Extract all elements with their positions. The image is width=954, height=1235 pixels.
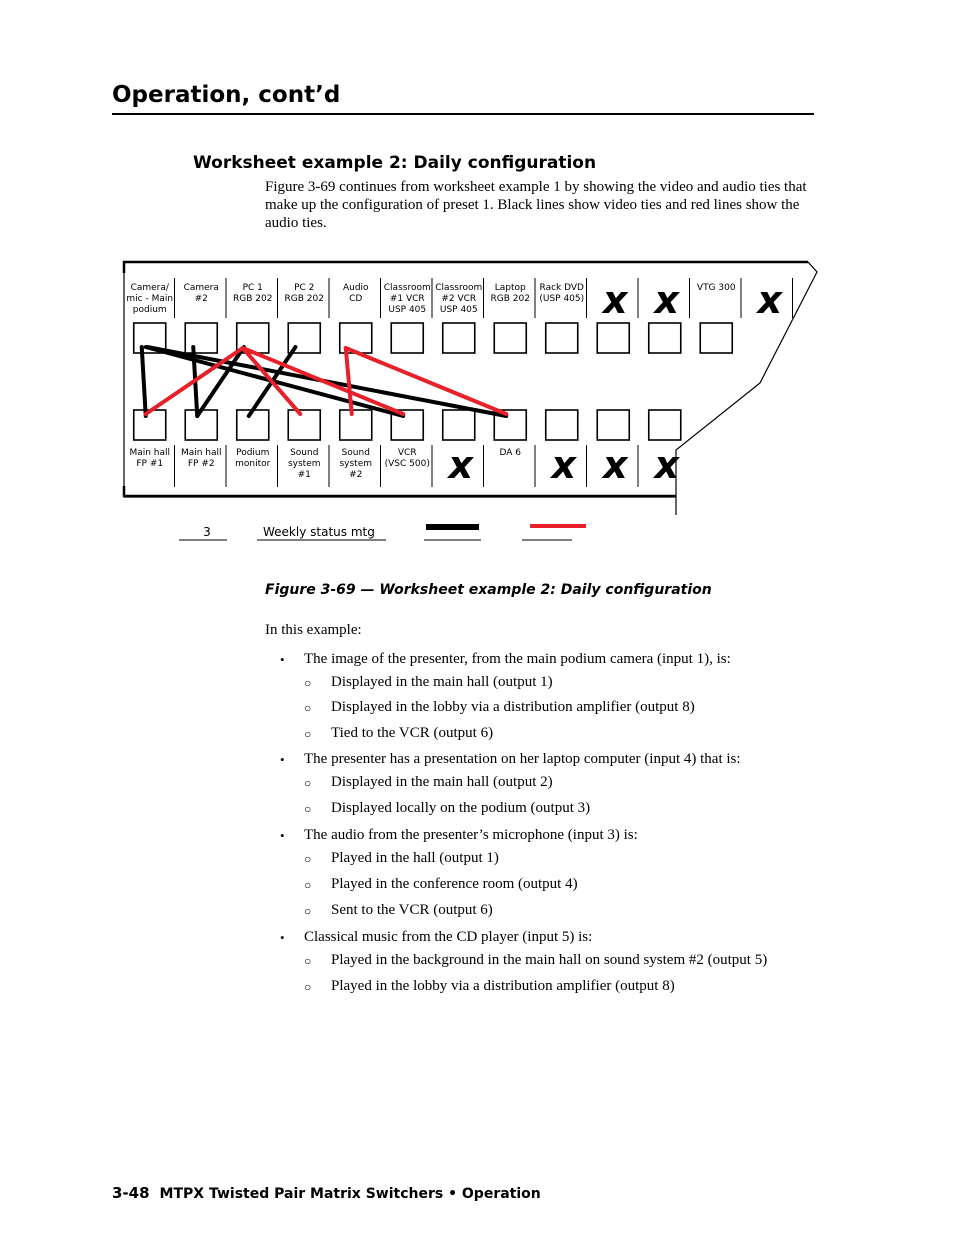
output-label: DA 6 (499, 448, 522, 458)
preset-number: 3 (203, 525, 211, 539)
unused-x-mark: x (654, 278, 680, 322)
worksheet-diagram (0, 0, 954, 560)
audio-legend-swatch (530, 524, 586, 528)
bullet-dot: • (280, 930, 285, 945)
input-box (185, 323, 217, 353)
input-label: USP 405 (388, 305, 427, 315)
sub-bullet-text: Sent to the VCR (output 6) (331, 902, 493, 918)
input-label: #2 VCR (441, 294, 477, 304)
bullet-text: The image of the presenter, from the main podium camera (input 1), is: (304, 651, 731, 667)
input-label: RGB 202 (490, 294, 530, 304)
sub-bullet-circle: ○ (304, 878, 312, 892)
input-box (494, 323, 526, 353)
output-box (649, 410, 681, 440)
output-label: #2 (349, 470, 363, 480)
sub-bullet-circle: ○ (304, 701, 312, 715)
input-label: podium (132, 305, 167, 315)
sub-bullet-circle: ○ (304, 904, 312, 918)
output-label: system (287, 459, 321, 469)
unused-x-mark: x (757, 278, 783, 322)
output-label: Sound (341, 448, 370, 458)
output-label: Main hall (180, 448, 222, 458)
audio-tie-line (346, 348, 507, 414)
tie-lines (142, 347, 507, 416)
input-label: Laptop (494, 283, 526, 293)
sub-bullet-text: Played in the lobby via a distribution amplifier (output 8) (331, 978, 675, 994)
page-number: 3-48 (112, 1184, 150, 1202)
unused-x-mark: x (602, 443, 628, 487)
bullet-text: The audio from the presenter’s microphone (input 3) is: (304, 827, 638, 843)
intro-paragraph: Figure 3-69 continues from worksheet example 1 by showing the video and audio ties that make up the configuration of preset 1. Black lines show video ties and red lines show the audio ties. (265, 179, 807, 231)
output-label: VCR (397, 448, 417, 458)
input-label: CD (349, 294, 363, 304)
bullet-text: Classical music from the CD player (input 5) is: (304, 929, 593, 945)
output-label: FP #1 (136, 459, 164, 469)
sub-bullet-circle: ○ (304, 852, 312, 866)
output-box (134, 410, 166, 440)
output-box (597, 410, 629, 440)
input-box (597, 323, 629, 353)
input-box (391, 323, 423, 353)
sub-bullet-text: Played in the background in the main hall on sound system #2 (output 5) (331, 952, 768, 968)
input-label: (USP 405) (539, 294, 585, 304)
sub-bullet-circle: ○ (304, 727, 312, 741)
input-label: Classroom (435, 283, 483, 293)
output-label: Main hall (129, 448, 171, 458)
video-legend-swatch (426, 524, 479, 530)
page-footer (112, 1184, 541, 1202)
sub-bullet-text: Played in the hall (output 1) (331, 850, 499, 866)
unused-x-mark: x (551, 443, 577, 487)
page-title: Operation, cont’d (112, 82, 341, 108)
sub-bullet-text: Displayed in the main hall (output 1) (331, 674, 553, 690)
sub-bullet-text: Displayed in the main hall (output 2) (331, 774, 553, 790)
output-label: system (339, 459, 373, 469)
input-label: RGB 202 (284, 294, 324, 304)
output-box (443, 410, 475, 440)
input-label: Rack DVD (539, 283, 584, 293)
sub-bullet-circle: ○ (304, 980, 312, 994)
output-box (288, 410, 320, 440)
input-label: Audio (342, 283, 369, 293)
input-label: Camera (183, 283, 219, 293)
output-box (340, 410, 372, 440)
input-column-labels (126, 278, 792, 353)
input-label: VTG 300 (696, 283, 736, 293)
output-box (185, 410, 217, 440)
input-label: mic - Main (126, 294, 174, 304)
section-heading: Worksheet example 2: Daily configuration (193, 153, 597, 173)
input-label: #2 (194, 294, 208, 304)
input-label: #1 VCR (389, 294, 425, 304)
input-box (443, 323, 475, 353)
input-label: Camera/ (130, 283, 169, 293)
input-box (700, 323, 732, 353)
input-box (649, 323, 681, 353)
input-label: PC 2 (294, 283, 315, 293)
input-label: Classroom (383, 283, 431, 293)
bullet-dot: • (280, 752, 285, 767)
video-tie-line (142, 347, 146, 416)
sub-bullet-text: Displayed locally on the podium (output 3) (331, 800, 591, 816)
footer-text: MTPX Twisted Pair Matrix Switchers • Operation (159, 1186, 541, 1202)
unused-x-mark: x (602, 278, 628, 322)
sub-bullet-circle: ○ (304, 954, 312, 968)
example-intro: In this example: (265, 622, 362, 638)
figure-caption: Figure 3-69 — Worksheet example 2: Daily configuration (265, 582, 712, 598)
input-box (546, 323, 578, 353)
bullet-dot: • (280, 828, 285, 843)
sub-bullet-circle: ○ (304, 676, 312, 690)
output-column-labels (129, 410, 680, 487)
input-label: RGB 202 (233, 294, 273, 304)
sub-bullet-circle: ○ (304, 776, 312, 790)
sub-bullet-text: Played in the conference room (output 4) (331, 876, 578, 892)
output-box (546, 410, 578, 440)
preset-row (179, 524, 586, 540)
preset-name: Weekly status mtg (263, 525, 375, 539)
output-box (237, 410, 269, 440)
unused-x-mark: x (654, 443, 680, 487)
bullet-dot: • (280, 652, 285, 667)
output-label: monitor (235, 459, 271, 469)
output-label: Podium (236, 448, 270, 458)
output-label: (VSC 500) (384, 459, 430, 469)
output-label: Sound (290, 448, 319, 458)
sub-bullet-circle: ○ (304, 802, 312, 816)
audio-tie-line (346, 348, 352, 414)
output-label: FP #2 (187, 459, 215, 469)
sub-bullet-text: Displayed in the lobby via a distribution amplifier (output 8) (331, 699, 695, 715)
input-label: USP 405 (439, 305, 478, 315)
input-label: PC 1 (242, 283, 263, 293)
sub-bullet-text: Tied to the VCR (output 6) (331, 725, 494, 741)
output-label: #1 (297, 470, 311, 480)
unused-x-mark: x (448, 443, 474, 487)
bullet-text: The presenter has a presentation on her laptop computer (input 4) that is: (304, 751, 741, 767)
